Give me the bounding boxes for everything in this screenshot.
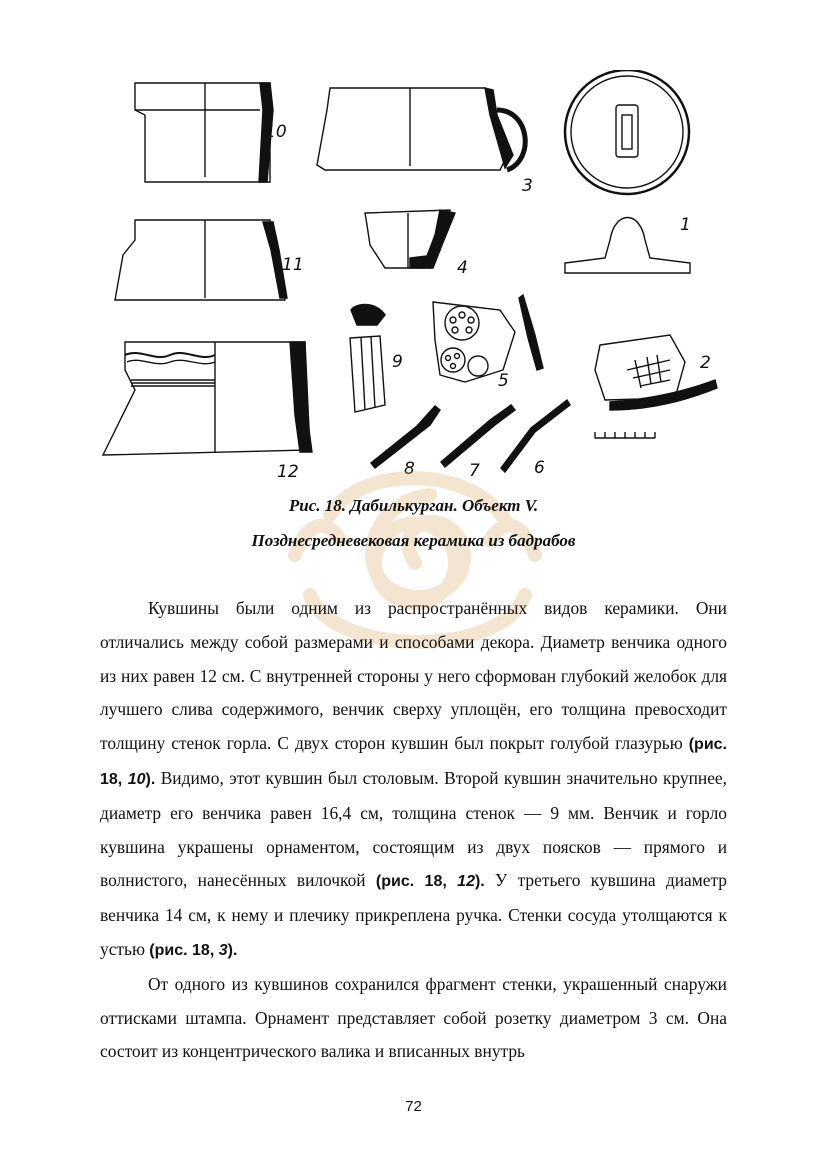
figure-reference-12 <box>376 873 485 890</box>
paragraph-1-part-a: Кувшины были одним из распространённых видов керамики. Они отличались между собой размерами и способами декора. Диаметр венчика одного из них равен 12 см. С внутренней стороны у него сформован глубокий желобок для лучшего слива содержимого, венчик сверху уплощён, его толщина превосходит толщину стенок горла. С двух сторон кувшин был покрыт голубой глазурью <box>100 598 727 754</box>
page-number: 72 <box>405 1098 422 1115</box>
ref-prefix: (рис. 18, <box>375 873 458 891</box>
figure-label-9: 9 <box>392 352 403 372</box>
ref-suffix: ). <box>227 941 238 959</box>
figure-caption-line-1: Рис. 18. Дабилькурган. Объект V. <box>288 496 539 515</box>
vessel-drawing-11 <box>115 220 287 300</box>
vessel-drawing-10 <box>135 83 273 182</box>
figure-reference-3 <box>149 942 237 959</box>
ref-suffix: ). <box>145 770 156 788</box>
vessel-drawing-1 <box>565 70 690 273</box>
paragraph-2: От одного из кувшинов сохранился фрагмент стенки, украшенный снаружи оттисками штампа. Орнамент представляет собой розетку диаметром 3 см. Она состоит из концентрического валика и вписанных внутрь <box>100 973 727 1062</box>
vessel-drawing-3 <box>317 88 525 170</box>
figure-label-4: 4 <box>457 258 468 278</box>
body-text <box>100 592 727 1069</box>
figure-label-1: 1 <box>680 215 691 235</box>
ref-prefix: (рис. 18, <box>100 736 727 788</box>
ref-prefix: (рис. 18, <box>149 941 219 959</box>
vessel-drawing-2 <box>595 335 717 438</box>
figure-label-8: 8 <box>404 459 415 479</box>
vessel-drawing-5 <box>433 295 543 382</box>
figure-label-10: 10 <box>265 122 287 142</box>
figure-label-12: 12 <box>277 462 299 482</box>
ref-number: 3 <box>218 941 228 959</box>
ref-number: 12 <box>457 873 475 891</box>
paragraph-1-part-b: Видимо, этот кувшин был столовым. Второй кувшин значительно крупнее, диаметр его венчика равен 16,4 см, толщина стенок — 9 мм. Венчик и горло кувшина украшены орнаментом, состоящим из двух поясков — прямого и волнистого, нанесённых вилочкой <box>100 767 727 891</box>
ref-suffix: ). <box>474 873 485 891</box>
vessel-drawing-4 <box>365 210 455 268</box>
figure-label-6: 6 <box>534 458 545 478</box>
figure-label-2: 2 <box>700 353 711 373</box>
figure-label-7: 7 <box>469 461 480 481</box>
ref-number: 10 <box>127 770 146 788</box>
figure-label-3: 3 <box>522 176 533 196</box>
paragraph-1-part-c: У третьего кувшина диаметр венчика 14 см, к нему и плечику прикреплена ручка. Стенки сосуда утолщаются к устью <box>100 870 727 959</box>
figure-caption-line-2: Позднесредневековая керамика из бадрабов <box>251 531 576 550</box>
vessel-drawing-12 <box>103 342 312 455</box>
ceramics-figure <box>95 70 735 490</box>
paragraph-1 <box>100 592 727 968</box>
figure-label-5: 5 <box>498 371 509 391</box>
vessel-drawing-9 <box>350 305 385 412</box>
figure-label-11: 11 <box>282 255 304 275</box>
